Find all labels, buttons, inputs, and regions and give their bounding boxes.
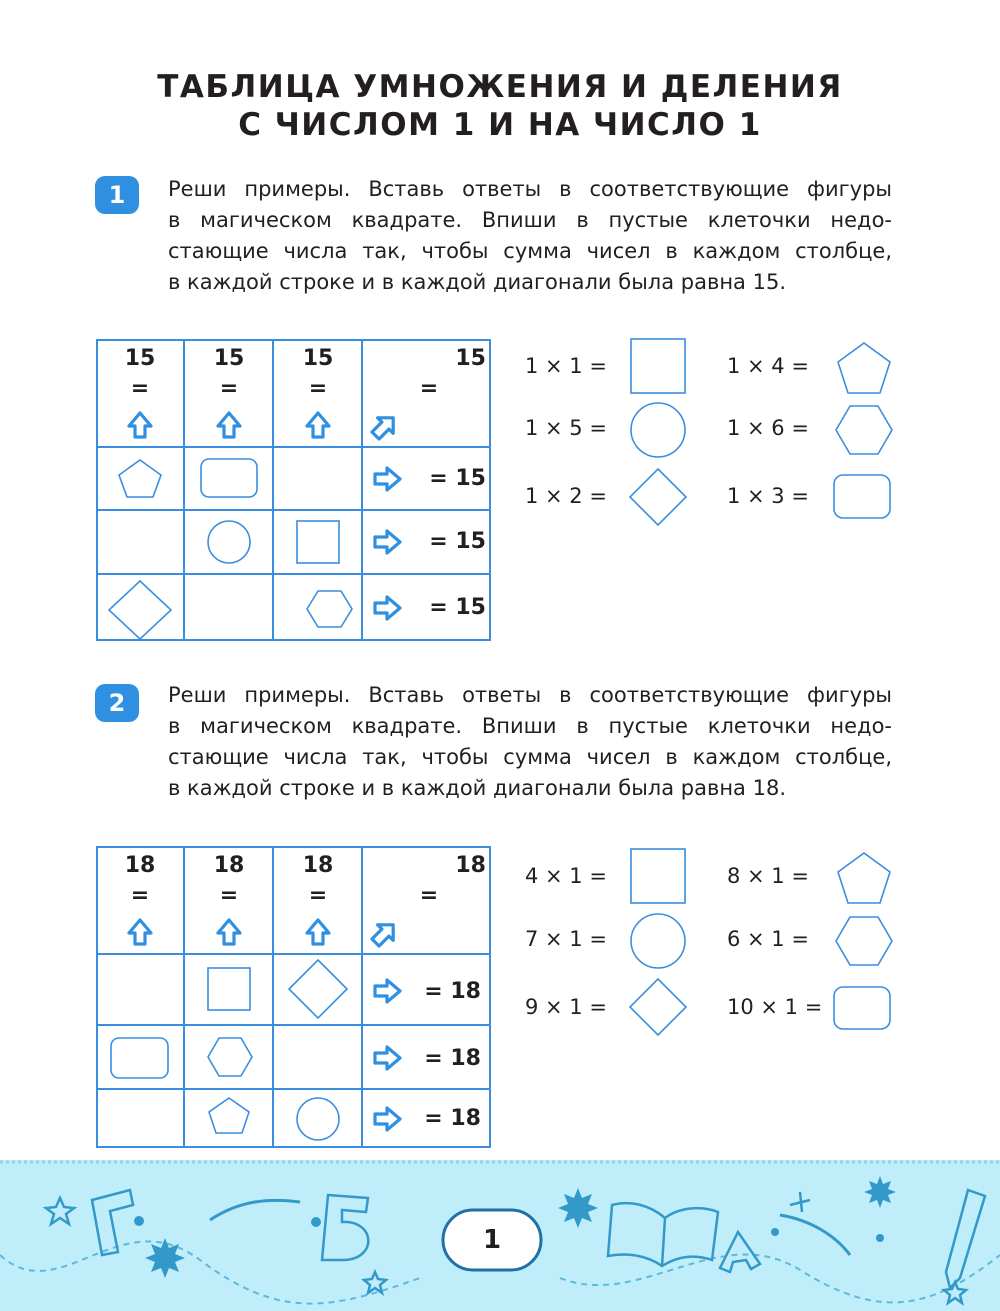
example: 1 × 6 = <box>727 416 809 440</box>
pentagon-icon <box>209 1098 249 1133</box>
square-icon <box>297 521 339 563</box>
example: 1 × 4 = <box>727 354 809 378</box>
diagonal-arrow-icon <box>368 410 401 443</box>
example: 6 × 1 = <box>727 927 809 951</box>
column-sum: 15 <box>302 346 334 371</box>
row-sum: = 15 <box>429 529 486 554</box>
instruction-line: в магическом квадрате. Впиши в пустые клеточки недо- <box>168 714 892 738</box>
column-sum: 18 <box>213 853 245 878</box>
example: 9 × 1 = <box>525 995 607 1019</box>
instruction-line: Реши примеры. Вставь ответы в соответствующие фигуры <box>168 177 892 201</box>
equals-sign: = <box>419 376 439 401</box>
circle-icon <box>631 403 685 457</box>
hexagon-icon <box>836 917 892 965</box>
diamond-icon <box>630 469 686 525</box>
up-arrow-icon <box>129 920 329 944</box>
pentagon-icon <box>119 460 161 497</box>
rounded-rect-icon <box>201 459 257 497</box>
row-sum: = 18 <box>424 979 481 1004</box>
title-line-1: ТАБЛИЦА УМНОЖЕНИЯ И ДЕЛЕНИЯ <box>157 69 843 105</box>
exercise-2-instructions <box>168 680 892 804</box>
square-icon <box>631 339 685 393</box>
exercise-2-answer-shapes <box>620 845 900 1045</box>
instruction-line: стающие числа так, чтобы сумма чисел в каждом столбце, <box>168 745 892 769</box>
equals-sign: = <box>130 376 150 401</box>
instruction-line: в каждой строке и в каждой диагонали была равна 18. <box>168 776 786 800</box>
example: 1 × 5 = <box>525 416 607 440</box>
instruction-line: стающие числа так, чтобы сумма чисел в каждом столбце, <box>168 239 892 263</box>
diamond-icon <box>289 960 347 1018</box>
right-arrow-icon <box>375 980 400 1130</box>
example: 1 × 3 = <box>727 484 809 508</box>
square-icon <box>208 968 250 1010</box>
equals-sign: = <box>308 376 328 401</box>
rounded-rect-icon <box>111 1038 168 1078</box>
instruction-line: в каждой строке и в каждой диагонали была равна 15. <box>168 270 786 294</box>
diagonal-arrow-icon <box>368 917 401 950</box>
flower-star-icon <box>558 1188 598 1228</box>
equals-sign: = <box>308 883 328 908</box>
rounded-rect-icon <box>834 987 890 1029</box>
page-number: 1 <box>482 1225 502 1255</box>
right-arrow-icon <box>375 468 400 619</box>
square-icon <box>631 849 685 903</box>
equals-sign: = <box>419 883 439 908</box>
column-sum: 18 <box>124 853 156 878</box>
example: 7 × 1 = <box>525 927 607 951</box>
example: 1 × 1 = <box>525 354 607 378</box>
page-title <box>0 68 1000 144</box>
circle-icon <box>297 1098 339 1140</box>
title-line-2: С ЧИСЛОМ 1 И НА ЧИСЛО 1 <box>238 107 762 143</box>
example: 1 × 2 = <box>525 484 607 508</box>
diagonal-sum: 18 <box>455 853 486 878</box>
exercise-2-badge: 2 <box>95 684 139 722</box>
example: 10 × 1 = <box>727 995 823 1019</box>
hexagon-icon <box>836 406 892 454</box>
pentagon-icon <box>838 853 890 903</box>
row-sum: = 18 <box>424 1046 481 1071</box>
diamond-icon <box>630 979 686 1035</box>
circle-icon <box>631 914 685 968</box>
hexagon-icon <box>307 591 352 627</box>
row-sum: = 18 <box>424 1106 481 1131</box>
diamond-icon <box>109 581 171 639</box>
magic-square-1 <box>96 339 491 641</box>
column-sum: 15 <box>213 346 245 371</box>
instruction-line: Реши примеры. Вставь ответы в соответствующие фигуры <box>168 683 892 707</box>
column-sum: 18 <box>302 853 334 878</box>
row-sum: = 15 <box>429 595 486 620</box>
equals-sign: = <box>219 376 239 401</box>
circle-icon <box>208 521 250 563</box>
example: 4 × 1 = <box>525 864 607 888</box>
equals-sign: = <box>219 883 239 908</box>
hexagon-icon <box>208 1038 252 1076</box>
up-arrow-icon <box>129 413 329 437</box>
exercise-1-answer-shapes <box>620 335 900 535</box>
magic-square-2 <box>96 846 491 1148</box>
example: 8 × 1 = <box>727 864 809 888</box>
column-sum: 15 <box>124 346 156 371</box>
diagonal-sum: 15 <box>455 346 486 371</box>
flower-star-icon <box>145 1238 185 1278</box>
exercise-1-badge: 1 <box>95 176 139 214</box>
rounded-rect-icon <box>834 475 890 518</box>
equals-sign: = <box>130 883 150 908</box>
row-sum: = 15 <box>429 466 486 491</box>
instruction-line: в магическом квадрате. Впиши в пустые клеточки недо- <box>168 208 892 232</box>
exercise-1-instructions <box>168 174 892 298</box>
pentagon-icon <box>838 343 890 393</box>
